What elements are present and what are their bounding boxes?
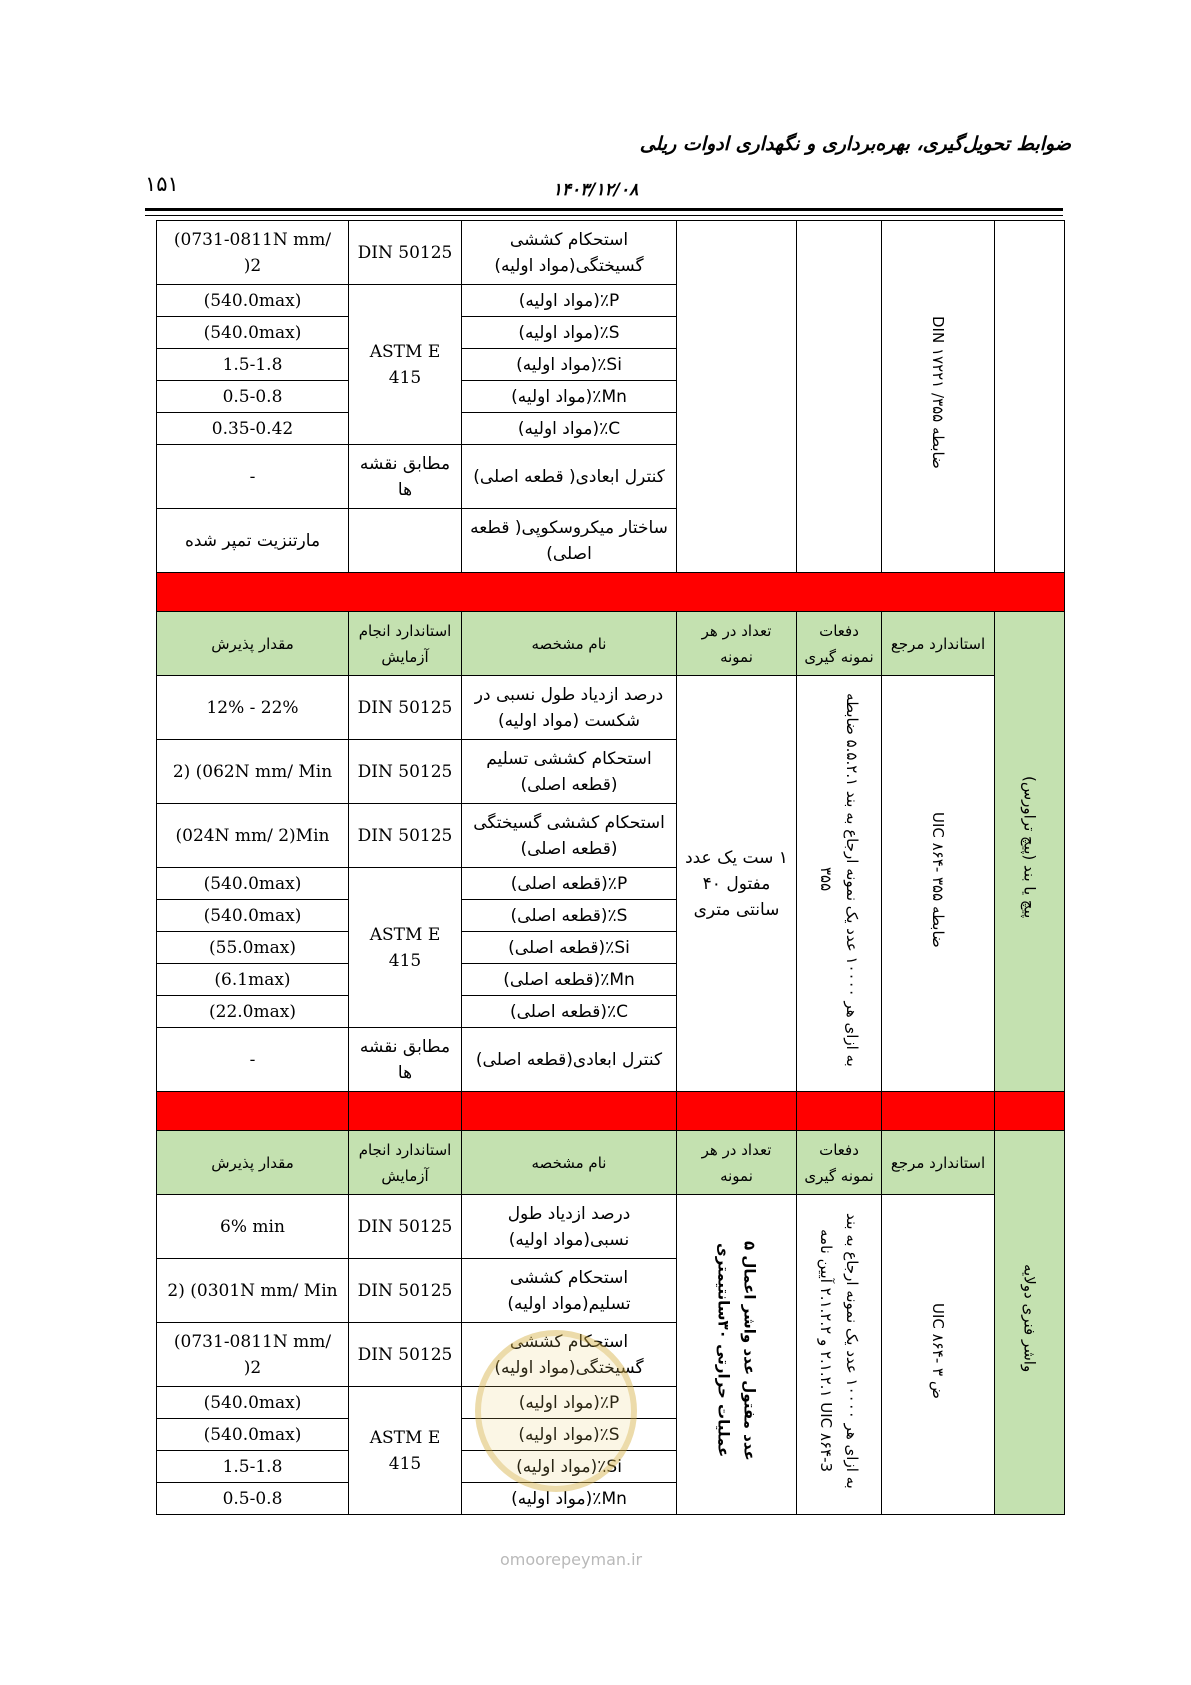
s2-value-4: (540.0max)	[157, 900, 349, 932]
s2-item-name: پیچ یا بند (پیچ تراورس)	[1020, 776, 1039, 919]
header-rule-thin	[145, 215, 1063, 216]
s2-header-test-standard: استاندارد انجام آزمایش	[349, 612, 462, 676]
s3-header-value: مقدار پذیرش	[157, 1131, 349, 1195]
red-separator-2	[157, 1092, 1065, 1131]
s3-name-5: Si٪(مواد اولیه)	[462, 1451, 677, 1483]
s2-astm: ASTM E 415	[349, 868, 462, 1028]
s1-name-6: کنترل ابعادی( قطعه اصلی)	[462, 445, 677, 509]
s2-ref-cell	[882, 676, 995, 1092]
s3-value-0: 6% min	[157, 1195, 349, 1259]
s2-name-4: S٪(قطعه اصلی)	[462, 900, 677, 932]
s1-item-cell	[995, 221, 1065, 573]
s1-value-0: (0731-0811N mm/ )2	[157, 221, 349, 285]
s2-ref-standard: UIC ۸۶۴- ۳۵۵ ضابطه	[929, 811, 947, 948]
s1-name-4: Mn٪(مواد اولیه)	[462, 381, 677, 413]
watermark-logo	[475, 1330, 637, 1492]
s1-value-2: (540.0max)	[157, 317, 349, 349]
s3-count-cell	[677, 1195, 797, 1515]
s2-name-7: C٪(قطعه اصلی)	[462, 996, 677, 1028]
s3-value-6: 0.5-0.8	[157, 1483, 349, 1515]
s2-name-2: استحکام کششی گسیختگی (قطعه اصلی)	[462, 804, 677, 868]
s3-standard-2: DIN 50125	[349, 1323, 462, 1387]
s1-standard-0: DIN 50125	[349, 221, 462, 285]
s3-header-sampling: دفعات نمونه گیری	[797, 1131, 882, 1195]
s1-ref-cell	[882, 221, 995, 573]
s1-value-7: مارتنزیت تمپر شده	[157, 509, 349, 573]
s1-value-6: -	[157, 445, 349, 509]
s2-item-cell	[995, 612, 1065, 1092]
s2-value-1: 2) (062N mm/ Min	[157, 740, 349, 804]
header-rule-thick	[145, 208, 1063, 211]
s3-header-ref: استاندارد مرجع	[882, 1131, 995, 1195]
specification-table	[156, 220, 1065, 1515]
s2-name-5: Si٪(قطعه اصلی)	[462, 932, 677, 964]
s2-header-count: تعداد در هر نمونه	[677, 612, 797, 676]
s1-standard-6: مطابق نقشه ها	[349, 445, 462, 509]
s1-name-7: ساختار میکروسکوپی( قطعه اصلی)	[462, 509, 677, 573]
s3-ref-cell	[882, 1195, 995, 1515]
s2-value-7: (22.0max)	[157, 996, 349, 1028]
s3-name-4: S٪(مواد اولیه)	[462, 1419, 677, 1451]
s2-count: ۱ ست یک عدد مفتول ۴۰ سانتی متری	[677, 676, 797, 1092]
s2-name-6: Mn٪(قطعه اصلی)	[462, 964, 677, 996]
s3-astm: ASTM E 415	[349, 1387, 462, 1515]
s3-ref-standard: UIC ۸۶۴- ض ۳	[929, 1302, 947, 1399]
s3-value-4: (540.0max)	[157, 1419, 349, 1451]
watermark-site: omoorepeyman.ir	[500, 1550, 643, 1569]
s1-name-5: C٪(مواد اولیه)	[462, 413, 677, 445]
s2-value-8: -	[157, 1028, 349, 1092]
s3-header-test-standard: استاندارد انجام آزمایش	[349, 1131, 462, 1195]
s2-standard-0: DIN 50125	[349, 676, 462, 740]
s3-sampling-cell	[797, 1195, 882, 1515]
s1-name-0: استحکام کششی گسیختگی(مواد اولیه)	[462, 221, 677, 285]
s3-name-0: درصد ازدیاد طول نسبی(مواد اولیه)	[462, 1195, 677, 1259]
document-title: ضوابط تحویل‌گیری، بهره‌برداری و نگهداری ادوات ریلی	[639, 133, 1071, 155]
s1-value-1: (540.0max)	[157, 285, 349, 317]
page-number: ۱۵۱	[145, 172, 179, 196]
red-separator-1	[157, 573, 1065, 612]
s1-sampling-cell	[797, 221, 882, 573]
s3-value-3: (540.0max)	[157, 1387, 349, 1419]
s3-standard-0: DIN 50125	[349, 1195, 462, 1259]
s1-name-3: Si٪(مواد اولیه)	[462, 349, 677, 381]
s2-header-sampling: دفعات نمونه گیری	[797, 612, 882, 676]
s3-standard-1: DIN 50125	[349, 1259, 462, 1323]
s3-item-name: واشر فنری دولایه	[1020, 1264, 1039, 1373]
s2-value-6: (6.1max)	[157, 964, 349, 996]
s2-header-name: نام مشخصه	[462, 612, 677, 676]
s3-name-1: استحکام کششی تسلیم(مواد اولیه)	[462, 1259, 677, 1323]
s2-name-8: کنترل ابعادی(قطعه اصلی)	[462, 1028, 677, 1092]
s3-value-2: (0731-0811N mm/ )2	[157, 1323, 349, 1387]
s2-sampling-cell	[797, 676, 882, 1092]
s1-count-cell	[677, 221, 797, 573]
s1-astm: ASTM E 415	[349, 285, 462, 445]
s2-value-5: (55.0max)	[157, 932, 349, 964]
s2-standard-1: DIN 50125	[349, 740, 462, 804]
s3-value-1: 2) (0301N mm/ Min	[157, 1259, 349, 1323]
s2-name-1: استحکام کششی تسلیم (قطعه اصلی)	[462, 740, 677, 804]
s3-name-3: P٪(مواد اولیه)	[462, 1387, 677, 1419]
s1-name-1: P٪(مواد اولیه)	[462, 285, 677, 317]
s1-name-2: S٪(مواد اولیه)	[462, 317, 677, 349]
s3-name-2: استحکام کششی گسیختگی(مواد اولیه)	[462, 1323, 677, 1387]
s3-header-name: نام مشخصه	[462, 1131, 677, 1195]
s2-value-0: 12% - 22%	[157, 676, 349, 740]
s3-count: ۵ عدد مفتول عدد واشر اعمال عملیات حرارتی ۳۰سانتیمتری	[714, 1240, 759, 1461]
s2-name-0: درصد ازدیاد طول نسبی در شکست (مواد اولیه)	[462, 676, 677, 740]
s3-item-cell	[995, 1131, 1065, 1515]
s1-value-3: 1.5-1.8	[157, 349, 349, 381]
s1-ref-standard: DIN ۱۷۲۲۱ /۳۵۵ ضابطه	[929, 316, 947, 469]
s2-value-2: (024N mm/ 2)Min	[157, 804, 349, 868]
s1-value-4: 0.5-0.8	[157, 381, 349, 413]
s2-header-ref: استاندارد مرجع	[882, 612, 995, 676]
s1-standard-7	[349, 509, 462, 573]
document-date: ۱۴۰۳/۱۲/۰۸	[552, 180, 639, 200]
s3-header-count: تعداد در هر نمونه	[677, 1131, 797, 1195]
s3-value-5: 1.5-1.8	[157, 1451, 349, 1483]
s2-standard-2: DIN 50125	[349, 804, 462, 868]
s2-name-3: P٪(قطعه اصلی)	[462, 868, 677, 900]
s3-name-6: Mn٪(مواد اولیه)	[462, 1483, 677, 1515]
s2-header-value: مقدار پذیرش	[157, 612, 349, 676]
s2-sampling: به ازای هر ۱۰۰۰۰ عدد یک نمونه ارجاع به بند ۵.۵.۲.۱ ضابطه ۳۵۵	[817, 692, 861, 1067]
s3-sampling: به ازای هر ۱۰۰۰۰ عدد یک نمونه ارجاع به بند ۲.۱.۲.۱ و ۲.۱.۲.۲ آیین نامه UIC ۸۶۴-3	[817, 1212, 861, 1489]
s1-value-5: 0.35-0.42	[157, 413, 349, 445]
s2-standard-8: مطابق نقشه ها	[349, 1028, 462, 1092]
s2-value-3: (540.0max)	[157, 868, 349, 900]
